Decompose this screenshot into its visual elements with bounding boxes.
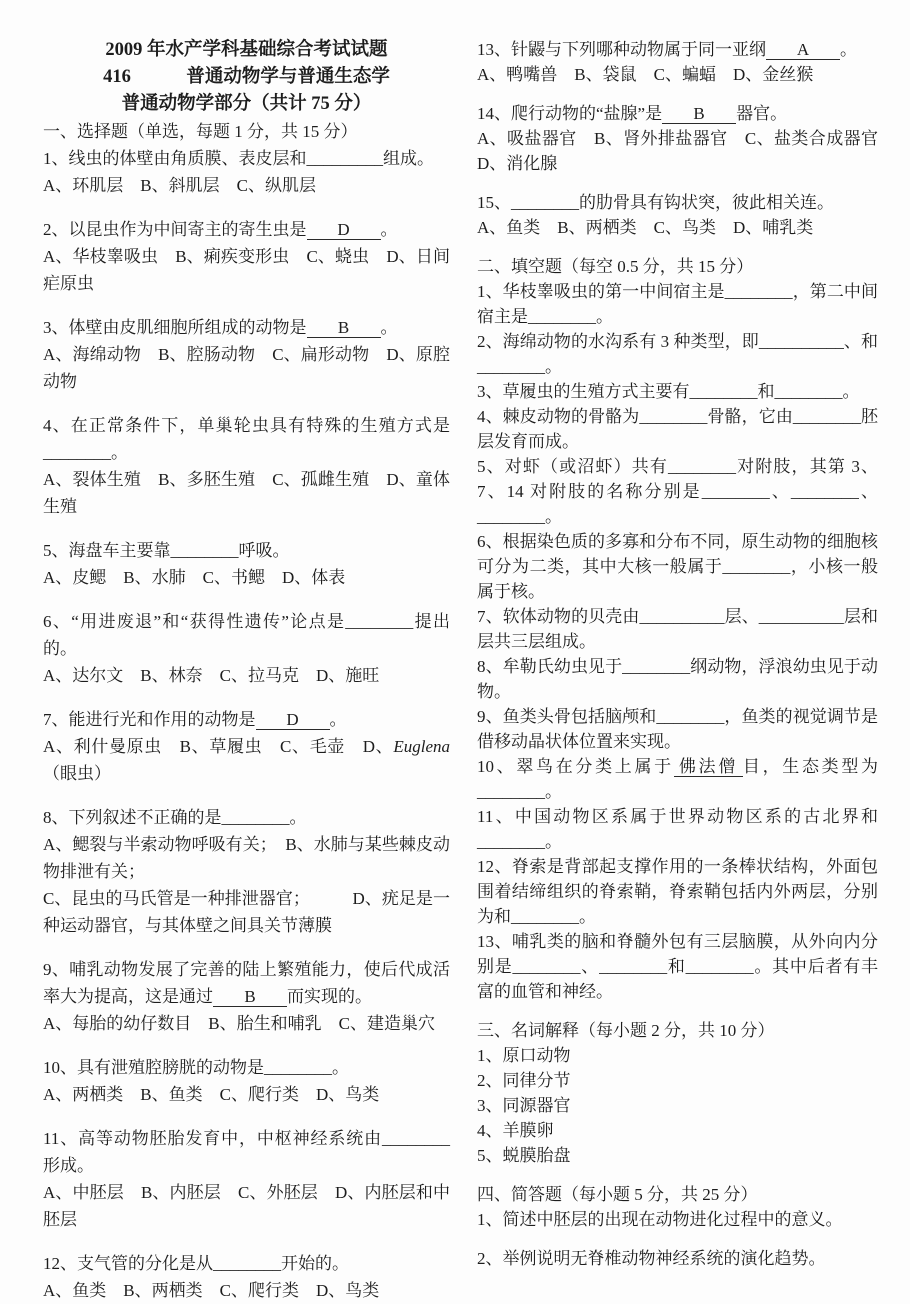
choice-question-8 xyxy=(43,804,450,939)
text-segment: 9、哺乳动物发展了完善的陆上繁殖能力，使后代成活率大为提高，这是通过 xyxy=(43,960,450,1006)
text-line xyxy=(43,537,450,564)
text-line xyxy=(477,1068,878,1093)
text-line xyxy=(43,1010,450,1037)
text-segment: 11、高等动物胚胎发育中，中枢神经系统由________形成。 xyxy=(43,1129,450,1175)
text-line xyxy=(477,404,878,454)
text-line xyxy=(43,64,450,91)
text-segment: 6、根据染色质的多寡和分布不同，原生动物的细胞核可分为二类，其中大核一般属于________，小核一般属于核。 xyxy=(477,532,878,601)
text-line xyxy=(43,706,450,733)
short-answer-question-1 xyxy=(477,1207,878,1232)
fill-question-11 xyxy=(477,804,878,854)
text-segment: 4、羊膜卵 xyxy=(477,1121,554,1140)
text-line xyxy=(477,804,878,854)
text-segment: 4、在正常条件下，单巢轮虫具有特殊的生殖方式是________。 xyxy=(43,416,450,462)
text-segment: A、华枝睾吸虫 B、痢疾变形虫 C、蛲虫 D、日间疟原虫 xyxy=(43,247,450,293)
text-line xyxy=(43,804,450,831)
text-segment: 416 普通动物学与普通生态学 xyxy=(103,67,390,87)
term-item-2 xyxy=(477,1068,878,1093)
text-line xyxy=(43,466,450,520)
section-title-fill xyxy=(477,254,878,279)
text-line xyxy=(43,118,450,145)
text-line xyxy=(43,1277,450,1304)
text-segment: 5、蜕膜胎盘 xyxy=(477,1146,571,1165)
text-line xyxy=(477,101,878,126)
left-column xyxy=(43,37,450,1304)
choice-question-6 xyxy=(43,608,450,689)
text-line xyxy=(477,215,878,240)
text-segment: 1、简述中胚层的出现在动物进化过程中的意义。 xyxy=(477,1210,843,1229)
text-segment: 2、举例说明无脊椎动物神经系统的演化趋势。 xyxy=(477,1249,826,1268)
fill-question-2 xyxy=(477,329,878,379)
text-segment: 8、下列叙述不正确的是________。 xyxy=(43,808,307,827)
text-line xyxy=(477,254,878,279)
text-line xyxy=(477,1143,878,1168)
text-segment: A、鳃裂与半索动物呼吸有关； B、水肺与某些棘皮动物排泄有关； xyxy=(43,835,450,881)
text-line xyxy=(477,529,878,604)
text-line xyxy=(43,956,450,1010)
answer-blank: B xyxy=(307,319,381,338)
choice-question-13 xyxy=(477,37,878,87)
text-segment: 。 xyxy=(329,710,347,729)
short-answer-question-2 xyxy=(477,1246,878,1271)
fill-question-1 xyxy=(477,279,878,329)
text-segment: A、吸盐器官 B、肾外排盐器官 C、盐类合成器官 D、消化腺 xyxy=(477,129,895,173)
text-line xyxy=(43,37,450,64)
choice-question-2 xyxy=(43,216,450,297)
text-segment: 6、“用进废退”和“获得性遗传”论点是________提出的。 xyxy=(43,612,450,658)
choice-question-11 xyxy=(43,1125,450,1233)
fill-question-3 xyxy=(477,379,878,404)
text-segment: 4、棘皮动物的骨骼为________骨骼，它由________胚层发育而成。 xyxy=(477,407,878,451)
part-title xyxy=(43,91,450,118)
exam-title xyxy=(43,37,450,64)
fill-question-12 xyxy=(477,854,878,929)
choice-question-4 xyxy=(43,412,450,520)
fill-question-6 xyxy=(477,529,878,604)
text-segment: 器官。 xyxy=(736,104,788,123)
text-segment: 。 xyxy=(380,220,398,239)
text-segment: 1、华枝睾吸虫的第一中间宿主是________，第二中间宿主是________。 xyxy=(477,282,878,326)
course-code-title xyxy=(43,64,450,91)
text-segment: C、昆虫的马氏管是一种排泄器官； D、疣足是一种运动器官，与其体壁之间具关节薄膜 xyxy=(43,889,450,935)
text-line xyxy=(477,654,878,704)
text-segment: 12、脊索是背部起支撑作用的一条棒状结构，外面包围着结缔组织的脊索鞘，脊索鞘包括内外两层，分别为和________。 xyxy=(477,857,878,926)
text-line xyxy=(43,1054,450,1081)
fill-question-9 xyxy=(477,704,878,754)
text-segment: A、两栖类 B、鱼类 C、爬行类 D、鸟类 xyxy=(43,1085,380,1104)
text-segment: 2、海绵动物的水沟系有 3 种类型，即__________、和________。 xyxy=(477,332,878,376)
text-line xyxy=(477,854,878,929)
text-segment: 目，生态类型为________。 xyxy=(477,757,879,801)
answer-blank: D xyxy=(307,221,381,240)
text-line xyxy=(43,91,450,118)
choice-question-3 xyxy=(43,314,450,395)
text-line xyxy=(477,1182,878,1207)
text-segment: 3、体壁由皮肌细胞所组成的动物是 xyxy=(43,318,307,337)
text-segment: 2、同律分节 xyxy=(477,1071,571,1090)
text-line xyxy=(43,314,450,341)
text-segment: 而实现的。 xyxy=(287,987,372,1006)
text-line xyxy=(477,704,878,754)
answer-blank: A xyxy=(766,41,840,60)
text-line xyxy=(477,62,878,87)
text-line xyxy=(43,733,450,787)
text-segment: 2、以昆虫作为中间寄主的寄生虫是 xyxy=(43,220,307,239)
fill-question-8 xyxy=(477,654,878,704)
text-segment: A、达尔文 B、林奈 C、拉马克 D、施旺 xyxy=(43,666,380,685)
term-item-3 xyxy=(477,1093,878,1118)
text-line xyxy=(477,1246,878,1271)
text-segment: 11、中国动物区系属于世界动物区系的古北界和________。 xyxy=(477,807,878,851)
text-segment: 10、翠鸟在分类上属于 xyxy=(477,757,674,776)
text-line xyxy=(477,604,878,654)
term-item-1 xyxy=(477,1043,878,1068)
text-segment: 。 xyxy=(380,318,398,337)
text-line xyxy=(43,216,450,243)
section-title-short-answer xyxy=(477,1182,878,1207)
text-line xyxy=(43,662,450,689)
text-line xyxy=(477,329,878,379)
text-segment: 13、针鼹与下列哪种动物属于同一亚纲 xyxy=(477,40,766,59)
text-line xyxy=(477,126,895,176)
text-segment: 14、爬行动物的“盐腺”是 xyxy=(477,104,663,123)
text-segment: A、鱼类 B、两栖类 C、鸟类 D、哺乳类 xyxy=(477,218,814,237)
section-title-terms xyxy=(477,1018,878,1043)
right-column xyxy=(477,37,895,1271)
text-segment: A、鸭嘴兽 B、袋鼠 C、蝙蝠 D、金丝猴 xyxy=(477,65,814,84)
text-segment: A、裂体生殖 B、多胚生殖 C、孤雌生殖 D、童体生殖 xyxy=(43,470,450,516)
section-title-choice xyxy=(43,118,450,145)
text-line xyxy=(43,1250,450,1277)
text-line xyxy=(477,1043,878,1068)
text-line xyxy=(43,1081,450,1108)
choice-question-7 xyxy=(43,706,450,787)
text-segment: A、每胎的幼仔数目 B、胎生和哺乳 C、建造巢穴 xyxy=(43,1014,435,1033)
text-segment: 7、能进行光和作用的动物是 xyxy=(43,710,256,729)
text-line xyxy=(477,1018,878,1043)
text-line xyxy=(43,831,450,885)
text-line xyxy=(43,243,450,297)
text-line xyxy=(477,929,878,1004)
text-line xyxy=(477,1118,878,1143)
choice-question-5 xyxy=(43,537,450,591)
choice-question-12 xyxy=(43,1250,450,1304)
text-segment: 二、填空题（每空 0.5 分，共 15 分） xyxy=(477,257,754,276)
text-line xyxy=(43,564,450,591)
text-segment: 1、原口动物 xyxy=(477,1046,571,1065)
fill-question-5 xyxy=(477,454,878,529)
text-line xyxy=(43,412,450,466)
choice-question-9 xyxy=(43,956,450,1037)
text-segment: A、海绵动物 B、腔肠动物 C、扁形动物 D、原腔动物 xyxy=(43,345,450,391)
text-segment: 10、具有泄殖腔膀胱的动物是________。 xyxy=(43,1058,349,1077)
term-item-4 xyxy=(477,1118,878,1143)
text-segment: 8、牟勒氏幼虫见于________纲动物，浮浪幼虫见于动物。 xyxy=(477,657,878,701)
text-segment: 9、鱼类头骨包括脑颅和________，鱼类的视觉调节是借移动晶状体位置来实现。 xyxy=(477,707,878,751)
text-segment: （眼虫） xyxy=(43,764,111,783)
choice-question-14 xyxy=(477,101,895,176)
text-segment: A、鱼类 B、两栖类 C、爬行类 D、鸟类 xyxy=(43,1281,380,1300)
text-segment: 1、线虫的体壁由角质膜、表皮层和_________组成。 xyxy=(43,149,434,168)
choice-question-15 xyxy=(477,190,878,240)
text-line xyxy=(477,379,878,404)
fill-question-13 xyxy=(477,929,878,1004)
text-segment: 15、________的肋骨具有钩状突，彼此相关连。 xyxy=(477,193,834,212)
text-segment: 5、对虾（或沼虾）共有________对附肢，其第 3、7、14 对附肢的名称分别是________、________、________。 xyxy=(477,457,878,526)
text-line xyxy=(43,172,450,199)
text-line xyxy=(477,1207,878,1232)
text-line xyxy=(477,454,878,529)
latin-name: Euglena xyxy=(393,737,450,756)
text-line xyxy=(43,1125,450,1179)
answer-blank: B xyxy=(662,105,736,124)
fill-question-10 xyxy=(477,754,878,804)
text-segment: 5、海盘车主要靠________呼吸。 xyxy=(43,541,290,560)
text-line xyxy=(477,1093,878,1118)
text-segment: 2009 年水产学科基础综合考试试题 xyxy=(105,40,388,60)
text-line xyxy=(43,885,450,939)
term-item-5 xyxy=(477,1143,878,1168)
text-segment: A、环肌层 B、斜肌层 C、纵肌层 xyxy=(43,176,316,195)
text-segment: 一、选择题（单选，每题 1 分，共 15 分） xyxy=(43,122,358,141)
text-line xyxy=(477,37,878,62)
answer-blank: D xyxy=(256,711,330,730)
text-segment: A、利什曼原虫 B、草履虫 C、毛壶 D、 xyxy=(43,737,394,756)
text-line xyxy=(43,341,450,395)
text-segment: A、中胚层 B、内胚层 C、外胚层 D、内胚层和中胚层 xyxy=(43,1183,450,1229)
choice-question-10 xyxy=(43,1054,450,1108)
text-line xyxy=(43,1179,450,1233)
text-segment: 。 xyxy=(840,40,857,59)
fill-question-4 xyxy=(477,404,878,454)
text-segment: 7、软体动物的贝壳由__________层、__________层和层共三层组成。 xyxy=(477,607,878,651)
text-line xyxy=(477,190,878,215)
text-line xyxy=(477,754,878,804)
text-segment: 四、简答题（每小题 5 分，共 25 分） xyxy=(477,1185,758,1204)
fill-question-7 xyxy=(477,604,878,654)
text-line xyxy=(43,145,450,172)
text-line xyxy=(43,608,450,662)
text-segment: A、皮鳃 B、水肺 C、书鳃 D、体表 xyxy=(43,568,346,587)
text-segment: 13、哺乳类的脑和脊髓外包有三层脑膜，从外向内分别是________、________和________。其中后者有丰富的血管和神经。 xyxy=(477,932,878,1001)
text-segment: 普通动物学部分（共计 75 分） xyxy=(121,94,372,114)
text-segment: 12、支气管的分化是从________开始的。 xyxy=(43,1254,349,1273)
filled-answer: 佛法僧 xyxy=(674,757,743,777)
text-line xyxy=(477,279,878,329)
answer-blank: B xyxy=(213,988,287,1007)
choice-question-1 xyxy=(43,145,450,199)
text-segment: 三、名词解释（每小题 2 分，共 10 分） xyxy=(477,1021,775,1040)
text-segment: 3、同源器官 xyxy=(477,1096,571,1115)
text-segment: 3、草履虫的生殖方式主要有________和________。 xyxy=(477,382,860,401)
